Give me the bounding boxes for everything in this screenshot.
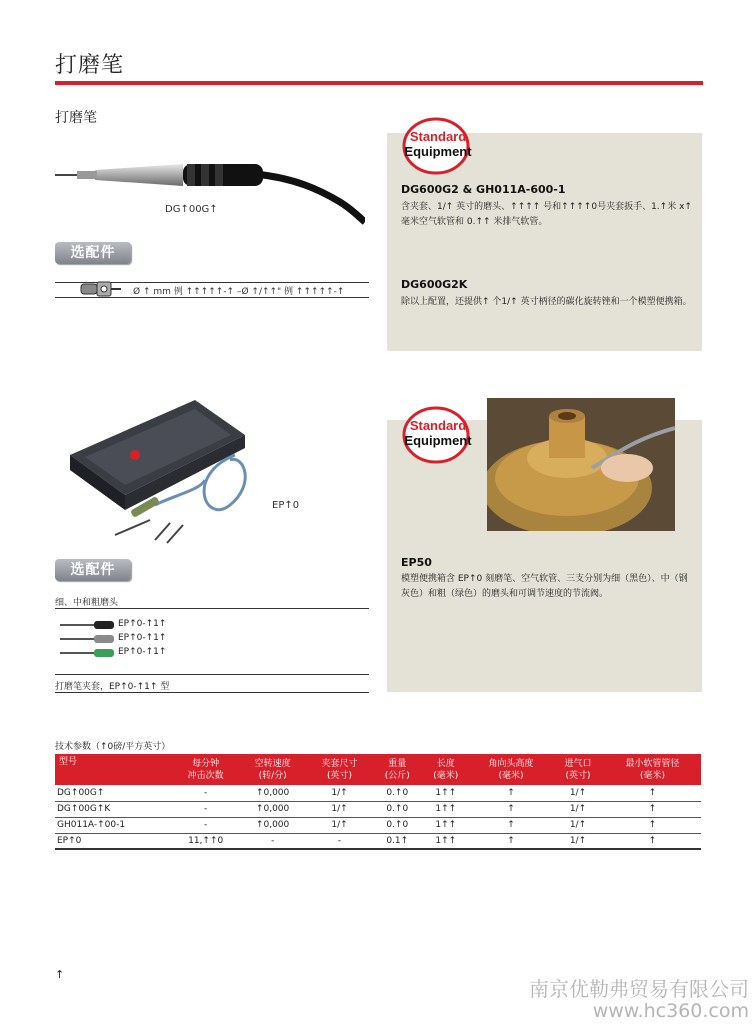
cell: 0.1↑ <box>373 833 422 849</box>
cell: 0.↑0 <box>373 817 422 833</box>
cell: 1↑↑ <box>422 833 471 849</box>
grinding-bit-label: EP↑0-↑1↑ <box>118 647 167 657</box>
spec-header-row <box>55 754 701 785</box>
cell: - <box>239 833 306 849</box>
accessories-badge: 选配件 <box>55 242 131 264</box>
cell: ↑ <box>604 817 701 833</box>
cell: ↑ <box>470 801 552 817</box>
model-heading-ep50: EP50 <box>401 556 432 569</box>
cell: 11,↑↑0 <box>172 833 239 849</box>
cell: - <box>172 801 239 817</box>
header-length: 长度 (毫米) <box>422 754 471 785</box>
divider <box>55 608 369 609</box>
accessories-badge: 选配件 <box>55 559 131 581</box>
watermark-url: www.hc360.com <box>592 1000 749 1022</box>
svg-text:Standard: Standard <box>409 418 467 433</box>
header-free-speed: 空转速度 (转/分) <box>239 754 306 785</box>
header-model: 型号 <box>55 754 172 785</box>
cell: - <box>172 817 239 833</box>
model-description-ep50: 模塑便携箱含 EP↑0 刻磨笔、空气软管、三支分别为细（黑色）、中（钢灰色）和粗（绿色）的磨头和可调节速度的节流阀。 <box>401 574 688 599</box>
cell: ↑ <box>604 801 701 817</box>
standard-equipment-badge <box>402 405 474 465</box>
grinding-bit-fine-icon <box>60 620 116 630</box>
collet-note: 打磨笔夹套，EP↑0-↑1↑ 型 <box>55 682 170 692</box>
cell: 1/↑ <box>552 785 604 801</box>
cell: ↑0,000 <box>239 785 306 801</box>
spec-title: 技术参数（↑0磅/平方英寸） <box>55 742 171 752</box>
header-collet-size: 夹套尺寸 (英寸) <box>306 754 373 785</box>
cell: 1↑↑ <box>422 785 471 801</box>
page-title: 打磨笔 <box>55 53 125 78</box>
header-air-inlet: 进气口 (英寸) <box>552 754 604 785</box>
watermark-company: 南京优勒弗贸易有限公司 <box>529 977 749 1001</box>
header-impacts: 每分钟 冲击次数 <box>172 754 239 785</box>
svg-text:Equipment: Equipment <box>404 144 472 159</box>
cell: ↑ <box>604 785 701 801</box>
cell: 1/↑ <box>306 801 373 817</box>
ep50-usage-photo <box>487 398 675 531</box>
divider <box>55 692 369 693</box>
cell: 1/↑ <box>306 785 373 801</box>
accessory-text: Ø ↑ mm 例 ↑↑↑↑↑-↑ –Ø ↑/↑↑" 例 ↑↑↑↑↑-↑ <box>133 287 345 297</box>
cell: 1↑↑ <box>422 801 471 817</box>
pen-caption: DG↑00G↑ <box>165 204 218 215</box>
model-heading-dg600g2: DG600G2 & GH011A-600-1 <box>401 183 566 196</box>
accessory-row <box>55 282 369 298</box>
cell: ↑0,000 <box>239 817 306 833</box>
cell: - <box>172 785 239 801</box>
table-row <box>55 817 701 833</box>
collet-icon <box>77 278 121 298</box>
page-number: ↑ <box>55 968 65 981</box>
table-row <box>55 785 701 801</box>
cell: GH011A-↑00-1 <box>55 817 172 833</box>
divider <box>55 674 369 675</box>
cell: 0.↑0 <box>373 785 422 801</box>
cell: 0.↑0 <box>373 801 422 817</box>
header-head-height: 角向头高度 (毫米) <box>470 754 552 785</box>
ep10-kit-image <box>55 385 375 555</box>
cell: DG↑00G↑K <box>55 801 172 817</box>
cell: DG↑00G↑ <box>55 785 172 801</box>
cell: 1/↑ <box>552 833 604 849</box>
watermark <box>529 978 749 1022</box>
cell: ↑ <box>470 833 552 849</box>
cell: 1/↑ <box>306 817 373 833</box>
grinding-bit-medium-icon <box>60 634 116 644</box>
cell: - <box>306 833 373 849</box>
model-heading-dg600g2k: DG600G2K <box>401 278 468 291</box>
cell: ↑ <box>604 833 701 849</box>
cell: ↑ <box>470 785 552 801</box>
cell: ↑ <box>470 817 552 833</box>
header-min-hose: 最小软管管径 (毫米) <box>604 754 701 785</box>
cell: EP↑0 <box>55 833 172 849</box>
standard-equipment-badge <box>402 116 474 176</box>
model-description-dg600g2: 含夹套、1/↑ 英寸的磨头、↑↑↑↑ 号和↑↑↑↑0号夹套扳手、1.↑米 x↑毫米空气软管和 0.↑↑ 米排气软管。 <box>401 202 692 227</box>
case-caption: EP↑0 <box>272 500 300 511</box>
table-row <box>55 801 701 817</box>
cell: 1/↑ <box>552 817 604 833</box>
title-rule <box>55 81 703 85</box>
cell: 1/↑ <box>552 801 604 817</box>
grinding-bit-label: EP↑0-↑1↑ <box>118 633 167 643</box>
header-weight: 重量 (公斤) <box>373 754 422 785</box>
grinding-bit-label: EP↑0-↑1↑ <box>118 619 167 629</box>
svg-text:Standard: Standard <box>409 129 467 144</box>
spec-table <box>55 754 701 850</box>
grinding-bits-title: 细、中和粗磨头 <box>55 598 119 608</box>
svg-text:Equipment: Equipment <box>404 433 472 448</box>
model-description-dg600g2k: 除以上配置，还提供↑ 个1/↑ 英寸柄径的碳化旋转锉和一个模塑便携箱。 <box>401 297 692 307</box>
section-title: 打磨笔 <box>55 110 97 126</box>
cell: ↑0,000 <box>239 801 306 817</box>
grinding-bit-coarse-icon <box>60 648 116 658</box>
cell: 1↑↑ <box>422 817 471 833</box>
table-row <box>55 833 701 849</box>
